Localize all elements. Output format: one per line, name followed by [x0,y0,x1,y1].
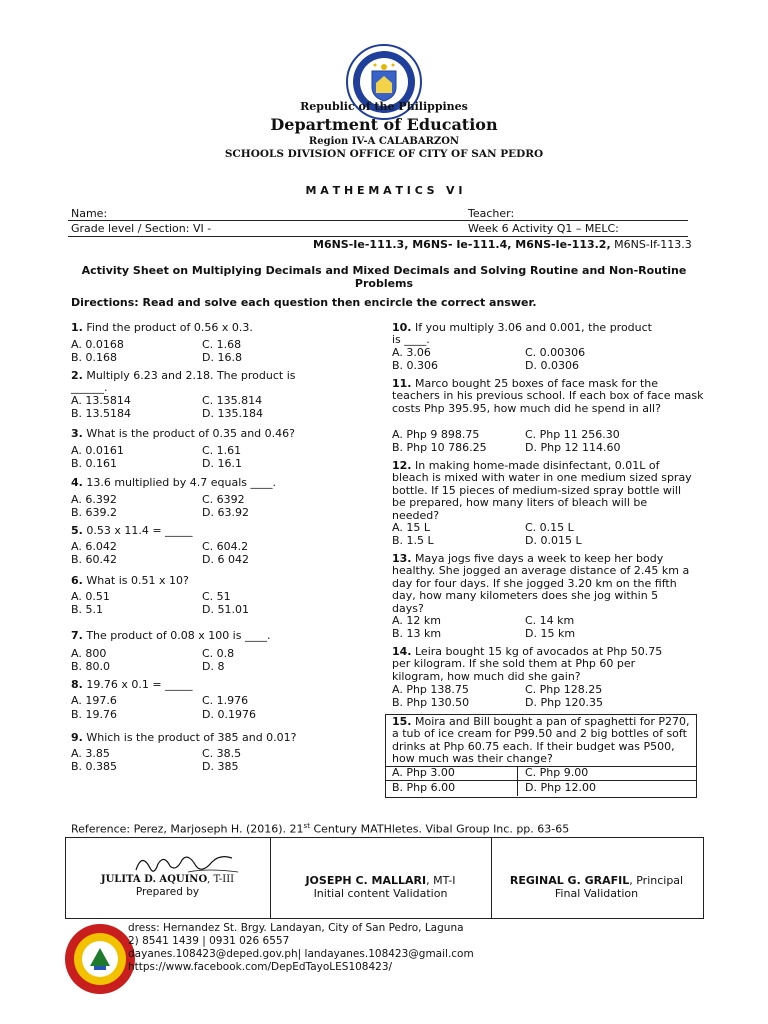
question-number: 8. [71,678,83,691]
school-logo [63,922,137,996]
question-text: Marco bought 25 boxes of face mask for the teachers in his previous school. If each box of face mask costs Php 395.95, how much did he spend in all? [392,377,704,415]
q11-opt-b[interactable]: B. Php 10 786.25 [392,441,487,454]
q14-opt-a[interactable]: A. Php 138.75 [392,683,469,696]
question-text: Multiply 6.23 and 2.18. The product is ______. [71,369,296,395]
q3-opt-d[interactable]: D. 16.1 [202,457,242,470]
signatory-2-name: JOSEPH C. MALLARI [305,874,427,887]
name-divider [68,220,688,221]
q12-opt-d[interactable]: D. 0.015 L [525,534,582,547]
question-number: 2. [71,369,83,382]
q15-opt-d[interactable]: D. Php 12.00 [525,781,597,794]
question-3 [71,428,361,440]
q3-opt-c[interactable]: C. 1.61 [202,444,242,457]
q7-opt-b[interactable]: B. 80.0 [71,660,111,673]
signatory-1 [65,874,270,885]
question-text: 19.76 x 0.1 = _____ [82,678,193,691]
q1-opt-a[interactable]: A. 0.0168 [71,338,124,351]
q13-opt-a[interactable]: A. 12 km [392,614,441,627]
republic-line: Republic of the Philippines [300,100,468,113]
q9-opt-a[interactable]: A. 3.85 [71,747,110,760]
signatory-3 [491,874,702,887]
question-number: 15. [392,715,412,728]
grade-label: Grade level / Section: VI - [71,222,212,235]
reference-sup: st [303,822,310,830]
question-10 [392,322,652,347]
question-5 [71,525,361,537]
reference [71,822,569,836]
q10-opt-c[interactable]: C. 0.00306 [525,346,586,359]
question-number: 9. [71,731,83,744]
q9-opt-b[interactable]: B. 0.385 [71,760,118,773]
signatory-1-role: Prepared by [135,886,200,898]
question-number: 12. [392,459,412,472]
directions: Directions: Read and solve each question then encircle the correct answer. [71,296,537,309]
q10-opt-a[interactable]: A. 3.06 [392,346,431,359]
q4-opt-c[interactable]: C. 6392 [202,493,245,506]
question-number: 1. [71,321,83,334]
footer-facebook[interactable]: https://www.facebook.com/DepEdTayoLES108423/ [128,961,393,973]
q13-opt-b[interactable]: B. 13 km [392,627,442,640]
question-number: 13. [392,552,412,565]
q4-opt-a[interactable]: A. 6.392 [71,493,117,506]
q12-opt-b[interactable]: B. 1.5 L [392,534,434,547]
q5-opt-d[interactable]: D. 6 042 [202,553,249,566]
question-6 [71,575,361,587]
teacher-label: Teacher: [468,207,515,220]
q13-opt-c[interactable]: C. 14 km [525,614,575,627]
signatory-3-title: , Principal [629,874,684,887]
question-12 [392,460,692,522]
q4-opt-b[interactable]: B. 639.2 [71,506,118,519]
q7-opt-d[interactable]: D. 8 [202,660,225,673]
signatory-1-name: JULITA D. AQUINO [100,874,208,885]
question-number: 3. [71,427,83,440]
footer-address: dress: Hernandez St. Brgy. Landayan, City of San Pedro, Laguna [128,922,464,934]
q2-opt-b[interactable]: B. 13.5184 [71,407,132,420]
q13-opt-d[interactable]: D. 15 km [525,627,576,640]
question-13 [392,553,692,615]
q11-opt-a[interactable]: A. Php 9 898.75 [392,428,480,441]
signatory-3-name: REGINAL G. GRAFIL [509,874,630,887]
question-text: What is 0.51 x 10? [82,574,189,587]
question-15 [392,716,692,766]
q15-opt-c[interactable]: C. Php 9.00 [525,766,589,779]
question-text: What is the product of 0.35 and 0.46? [82,427,295,440]
q6-opt-d[interactable]: D. 51.01 [202,603,249,616]
week-label: Week 6 Activity Q1 – MELC: [468,222,619,235]
q2-opt-a[interactable]: A. 13.5814 [71,394,131,407]
question-number: 14. [392,645,412,658]
q6-opt-b[interactable]: B. 5.1 [71,603,104,616]
question-text: Which is the product of 385 and 0.01? [82,731,297,744]
question-text: If you multiply 3.06 and 0.001, the product is ____. [392,321,652,347]
q8-opt-d[interactable]: D. 0.1976 [202,708,256,721]
name-label: Name: [71,207,108,220]
q1-opt-b[interactable]: B. 0.168 [71,351,118,364]
question-text: In making home-made disinfectant, 0.01L of bleach is mixed with water in one medium sized spray bottle. If 15 pieces of medium-sized spray bottle will be prepared, how many liters of bleach will be needed? [392,459,692,522]
q1-opt-c[interactable]: C. 1.68 [202,338,242,351]
question-1 [71,322,351,334]
melc-codes [313,238,692,251]
signatory-2-role: Initial content Validation [313,887,448,900]
question-number: 7. [71,629,83,642]
signatory-1-title: , T-III [207,874,235,885]
q7-opt-c[interactable]: C. 0.8 [202,647,235,660]
q2-opt-c[interactable]: C. 135.814 [202,394,263,407]
question-number: 4. [71,476,83,489]
q15-opt-b[interactable]: B. Php 6.00 [392,781,456,794]
subject-title: M A T H E M A T I C S V I [305,184,463,197]
question-8 [71,679,361,691]
q15-opt-a[interactable]: A. Php 3.00 [392,766,455,779]
question-11 [392,378,704,415]
reference-suffix: Century MATHletes. Vibal Group Inc. pp. 63-65 [309,822,570,836]
q11-opt-c[interactable]: C. Php 11 256.30 [525,428,620,441]
signatory-3-role: Final Validation [554,887,639,900]
question-number: 6. [71,574,83,587]
q5-opt-a[interactable]: A. 6.042 [71,540,117,553]
q15-vertical-divider [517,766,518,796]
q11-opt-d[interactable]: D. Php 12 114.60 [525,441,621,454]
q8-opt-b[interactable]: B. 19.76 [71,708,118,721]
question-number: 10. [392,321,412,334]
activity-title: Activity Sheet on Multiplying Decimals and Mixed Decimals and Solving Routine and Non-Routine Problems [81,264,687,290]
question-text: Moira and Bill bought a pan of spaghetti for P270, a tub of ice cream for P99.50 and 2 big bottles of soft drinks at Php 60.75 each. If their budget was P500, how much was their change? [392,715,690,766]
question-text: Find the product of 0.56 x 0.3. [82,321,253,334]
grade-divider [68,236,688,237]
signatory-2 [270,874,491,887]
q14-opt-d[interactable]: D. Php 120.35 [525,696,604,709]
q3-opt-b[interactable]: B. 0.161 [71,457,118,470]
q14-opt-c[interactable]: C. Php 128.25 [525,683,603,696]
question-4 [71,477,361,489]
footer-phone: 2) 8541 1439 | 0931 026 6557 [128,935,290,947]
question-text: 13.6 multiplied by 4.7 equals ____. [82,476,277,489]
question-9 [71,732,361,744]
q9-opt-d[interactable]: D. 385 [202,760,239,773]
question-7 [71,630,361,642]
q3-opt-a[interactable]: A. 0.0161 [71,444,124,457]
q10-opt-d[interactable]: D. 0.0306 [525,359,579,372]
footer-email: dayanes.108423@deped.gov.ph| landayanes.108423@gmail.com [128,948,474,960]
q5-opt-b[interactable]: B. 60.42 [71,553,118,566]
q2-opt-d[interactable]: D. 135.184 [202,407,263,420]
question-text: 0.53 x 11.4 = _____ [82,524,193,537]
question-text: The product of 0.08 x 100 is ____. [82,629,271,642]
q10-opt-b[interactable]: B. 0.306 [392,359,439,372]
question-14 [392,646,682,683]
question-2 [71,370,331,395]
question-number: 11. [392,377,412,390]
q1-opt-d[interactable]: D. 16.8 [202,351,242,364]
reference-prefix: Reference: Perez, Marjoseph H. (2016). 21 [71,822,304,836]
q8-opt-c[interactable]: C. 1.976 [202,694,249,707]
q6-opt-c[interactable]: C. 51 [202,590,231,603]
question-number: 5. [71,524,83,537]
region-line: Region IV-A CALABARZON [308,136,460,147]
department-title: Department of Education [270,115,498,134]
q7-opt-a[interactable]: A. 800 [71,647,107,660]
q12-opt-c[interactable]: C. 0.15 L [525,521,574,534]
question-text: Leira bought 15 kg of avocados at Php 50.75 per kilogram. If she sold them at Php 60 per kilogram, how much did she gain? [392,645,663,683]
melc-codes-bold: M6NS-Ie-111.3, M6NS- Ie-111.4, M6NS-Ie-113.2, [313,238,611,251]
signatory-2-title: , MT-I [426,874,456,887]
q6-opt-a[interactable]: A. 0.51 [71,590,110,603]
question-text: Maya jogs five days a week to keep her body healthy. She jogged an average distance of 2.45 km a day for four days. If she jogged 3.20 km on the fifth day, how many kilometers does she jog within 5 days? [392,552,690,615]
q14-opt-b[interactable]: B. Php 130.50 [392,696,470,709]
melc-codes-last: M6NS-If-113.3 [610,238,692,251]
q8-opt-a[interactable]: A. 197.6 [71,694,117,707]
division-line: SCHOOLS DIVISION OFFICE OF CITY OF SAN PEDRO [224,148,544,160]
q5-opt-c[interactable]: C. 604.2 [202,540,249,553]
q9-opt-c[interactable]: C. 38.5 [202,747,242,760]
q12-opt-a[interactable]: A. 15 L [392,521,430,534]
q4-opt-d[interactable]: D. 63.92 [202,506,249,519]
